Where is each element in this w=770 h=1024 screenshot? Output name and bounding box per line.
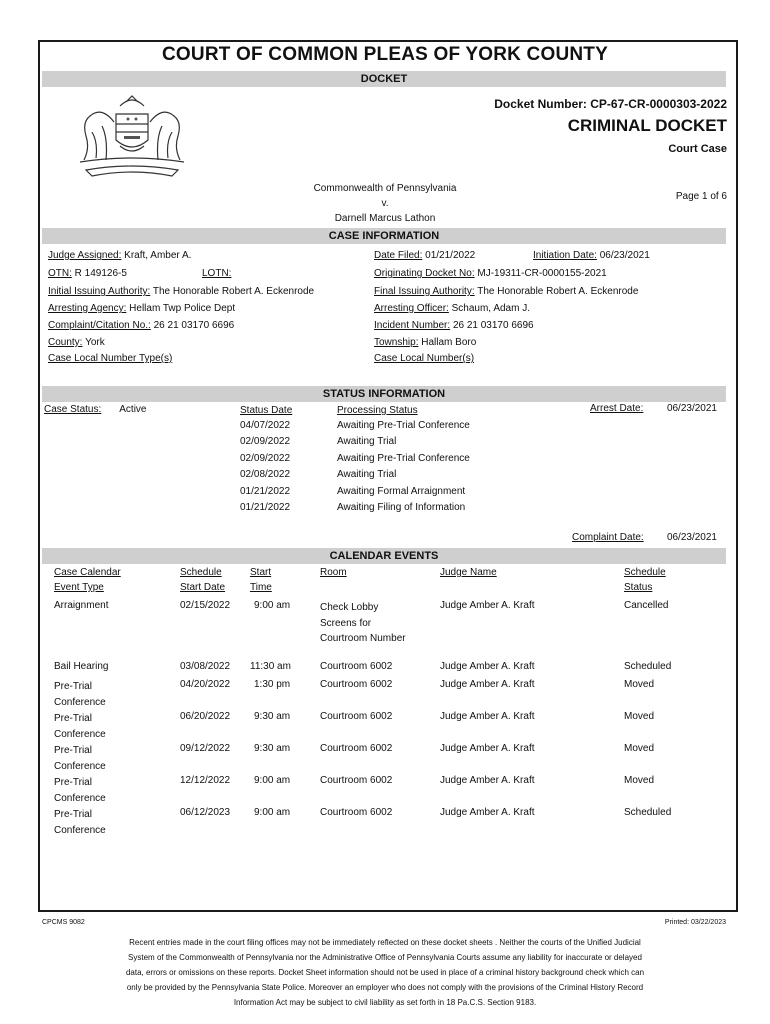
processing-status: Awaiting Filing of Information [337, 502, 466, 513]
event-type: Pre-Trial Conference [54, 713, 106, 740]
schedule-status: Moved [624, 743, 655, 754]
complaint-citation-value: 26 21 03170 6696 [153, 320, 235, 331]
processing-status-header: Processing Status [337, 405, 418, 416]
docket-number: Docket Number: CP-67-CR-0000303-2022 [494, 97, 727, 111]
event-type: Pre-Trial Conference [54, 809, 106, 836]
judge-name: Judge Amber A. Kraft [440, 679, 535, 690]
arresting-agency-value: Hellam Twp Police Dept [129, 303, 236, 314]
date-filed [374, 250, 475, 261]
status-date: 02/08/2022 [240, 469, 291, 480]
originating-docket-label: Originating Docket No: [374, 268, 475, 279]
judge-name: Judge Amber A. Kraft [440, 743, 535, 754]
header-start-2: Time [250, 582, 272, 593]
header-event-type-1: Case Calendar [54, 567, 121, 578]
start-date: 09/12/2022 [180, 743, 231, 754]
complaint-citation-label: Complaint/Citation No.: [48, 320, 151, 331]
start-date: 12/12/2022 [180, 775, 231, 786]
pennsylvania-coat-of-arms-icon [72, 92, 192, 178]
schedule-status: Scheduled [624, 807, 672, 818]
status-date: 02/09/2022 [240, 436, 291, 447]
docket-bar: DOCKET [42, 71, 726, 87]
otn-value: R 149126-5 [74, 268, 127, 279]
event-type: Pre-Trial Conference [54, 777, 106, 804]
case-information-bar: CASE INFORMATION [42, 228, 726, 244]
room: Courtroom 6002 [320, 661, 393, 672]
county-label: County: [48, 337, 83, 348]
case-status-value: Active [119, 404, 147, 415]
header-status-2: Status [624, 582, 653, 593]
case-kind: Court Case [668, 143, 727, 155]
status-date-header: Status Date [240, 405, 293, 416]
arrest-date-label: Arrest Date: [590, 403, 644, 414]
incident-number [374, 320, 534, 331]
township-label: Township: [374, 337, 419, 348]
judge-name: Judge Amber A. Kraft [440, 661, 535, 672]
processing-status: Awaiting Trial [337, 436, 397, 447]
disclaimer-line: only be provided by the Pennsylvania State Police. Moreover an employer who does not comply with the provisions of the Criminal History Record [126, 983, 644, 992]
case-status [44, 404, 147, 415]
initial-issuing-authority-label: Initial Issuing Authority: [48, 286, 151, 297]
header-event-type-2: Event Type [54, 582, 104, 593]
judge-name: Judge Amber A. Kraft [440, 807, 535, 818]
processing-status: Awaiting Trial [337, 469, 397, 480]
originating-docket [374, 268, 607, 279]
header-schedule-1: Schedule [180, 567, 222, 578]
room: Courtroom 6002 [320, 775, 393, 786]
room: Courtroom 6002 [320, 679, 393, 690]
arresting-officer-label: Arresting Officer: [374, 303, 449, 314]
arresting-officer [374, 303, 530, 314]
case-local-number-label: Case Local Number(s) [374, 353, 475, 364]
room: Check Lobby Screens for Courtroom Number [320, 602, 406, 644]
start-date: 02/15/2022 [180, 600, 231, 611]
event-type: Pre-Trial Conference [54, 745, 106, 772]
start-time: 9:00 am [254, 807, 291, 818]
arresting-officer-value: Schaum, Adam J. [451, 303, 530, 314]
final-issuing-authority [374, 286, 638, 297]
initiation-date-label: Initiation Date: [533, 250, 597, 261]
complaint-citation [48, 320, 234, 331]
otn [48, 268, 127, 279]
arresting-agency-label: Arresting Agency: [48, 303, 127, 314]
schedule-status: Moved [624, 775, 655, 786]
start-date: 06/20/2022 [180, 711, 231, 722]
disclaimer-line: data, errors or omissions on these reports. Docket Sheet information should not be used in place of a criminal history background check which can [125, 968, 645, 977]
form-id: CPCMS 9082 [42, 919, 85, 926]
schedule-status: Cancelled [624, 600, 669, 611]
township [374, 337, 476, 348]
status-date: 01/21/2022 [240, 486, 291, 497]
judge-name: Judge Amber A. Kraft [440, 775, 535, 786]
initial-issuing-authority [48, 286, 314, 297]
start-date: 03/08/2022 [180, 661, 231, 672]
calendar-events-bar: CALENDAR EVENTS [42, 548, 726, 564]
court-title: COURT OF COMMON PLEAS OF YORK COUNTY [162, 44, 608, 65]
event-type: Arraignment [54, 600, 109, 611]
start-time: 9:30 am [254, 743, 291, 754]
initial-issuing-authority-value: The Honorable Robert A. Eckenrode [152, 286, 315, 297]
disclaimer [60, 935, 710, 1010]
judge-name: Judge Amber A. Kraft [440, 711, 535, 722]
incident-number-label: Incident Number: [374, 320, 451, 331]
judge-assigned-value: Kraft, Amber A. [124, 250, 192, 261]
start-time: 11:30 am [250, 661, 291, 672]
date-filed-label: Date Filed: [374, 250, 423, 261]
docket-type: CRIMINAL DOCKET [567, 116, 727, 135]
page-indicator: Page 1 of 6 [675, 191, 727, 202]
status-date: 02/09/2022 [240, 453, 291, 464]
caption-defendant: Darnell Marcus Lathon [334, 213, 436, 224]
judge-assigned [48, 250, 191, 261]
start-time: 9:00 am [254, 600, 291, 611]
final-issuing-authority-value: The Honorable Robert A. Eckenrode [477, 286, 639, 297]
case-local-number-type-label: Case Local Number Type(s) [48, 353, 173, 364]
initiation-date [533, 250, 650, 261]
schedule-status: Moved [624, 679, 655, 690]
printed-date: Printed: 03/22/2023 [664, 919, 726, 926]
final-issuing-authority-label: Final Issuing Authority: [374, 286, 475, 297]
disclaimer-line: Recent entries made in the court filing offices may not be immediately reflected on these docket sheets . Neither the courts of the Unified Judicial [129, 938, 641, 947]
complaint-date-label: Complaint Date: [572, 532, 644, 543]
disclaimer-line: Information Act may be subject to civil liability as set forth in 18 Pa.C.S. Section 9183. [233, 998, 537, 1007]
room: Courtroom 6002 [320, 807, 393, 818]
processing-status: Awaiting Formal Arraignment [337, 486, 466, 497]
case-status-label: Case Status: [44, 404, 102, 415]
start-time: 9:30 am [254, 711, 291, 722]
otn-label: OTN: [48, 268, 72, 279]
complaint-date-value: 06/23/2021 [666, 532, 717, 543]
status-date: 01/21/2022 [240, 502, 291, 513]
start-time: 9:00 am [254, 775, 291, 786]
header-schedule-2: Start Date [180, 582, 226, 593]
incident-number-value: 26 21 03170 6696 [452, 320, 534, 331]
arrest-date-value: 06/23/2021 [666, 403, 717, 414]
start-date: 04/20/2022 [180, 679, 231, 690]
caption-versus: v. [381, 198, 389, 209]
originating-docket-value: MJ-19311-CR-0000155-2021 [477, 268, 607, 279]
event-type: Bail Hearing [54, 661, 109, 672]
disclaimer-line: System of the Commonwealth of Pennsylvania nor the Administrative Office of Pennsylvania Courts assume any liability for inaccurate or delayed [128, 953, 642, 962]
header-judge: Judge Name [440, 567, 497, 578]
header-status-1: Schedule [624, 567, 666, 578]
initiation-date-value: 06/23/2021 [599, 250, 650, 261]
status-date: 04/07/2022 [240, 420, 291, 431]
room: Courtroom 6002 [320, 743, 393, 754]
county [48, 337, 105, 348]
schedule-status: Moved [624, 711, 655, 722]
township-value: Hallam Boro [421, 337, 477, 348]
caption-plaintiff: Commonwealth of Pennsylvania [313, 183, 457, 194]
arresting-agency [48, 303, 235, 314]
event-type: Pre-Trial Conference [54, 681, 106, 708]
start-date: 06/12/2023 [180, 807, 231, 818]
processing-status: Awaiting Pre-Trial Conference [337, 453, 470, 464]
county-value: York [85, 337, 105, 348]
status-information-bar: STATUS INFORMATION [42, 386, 726, 402]
header-start-1: Start [250, 567, 272, 578]
start-time: 1:30 pm [254, 679, 291, 690]
lotn-label: LOTN: [202, 268, 232, 279]
date-filed-value: 01/21/2022 [425, 250, 476, 261]
room: Courtroom 6002 [320, 711, 393, 722]
header-room: Room [320, 567, 347, 578]
judge-assigned-label: Judge Assigned: [48, 250, 122, 261]
schedule-status: Scheduled [624, 661, 672, 672]
processing-status: Awaiting Pre-Trial Conference [337, 420, 470, 431]
judge-name: Judge Amber A. Kraft [440, 600, 535, 611]
